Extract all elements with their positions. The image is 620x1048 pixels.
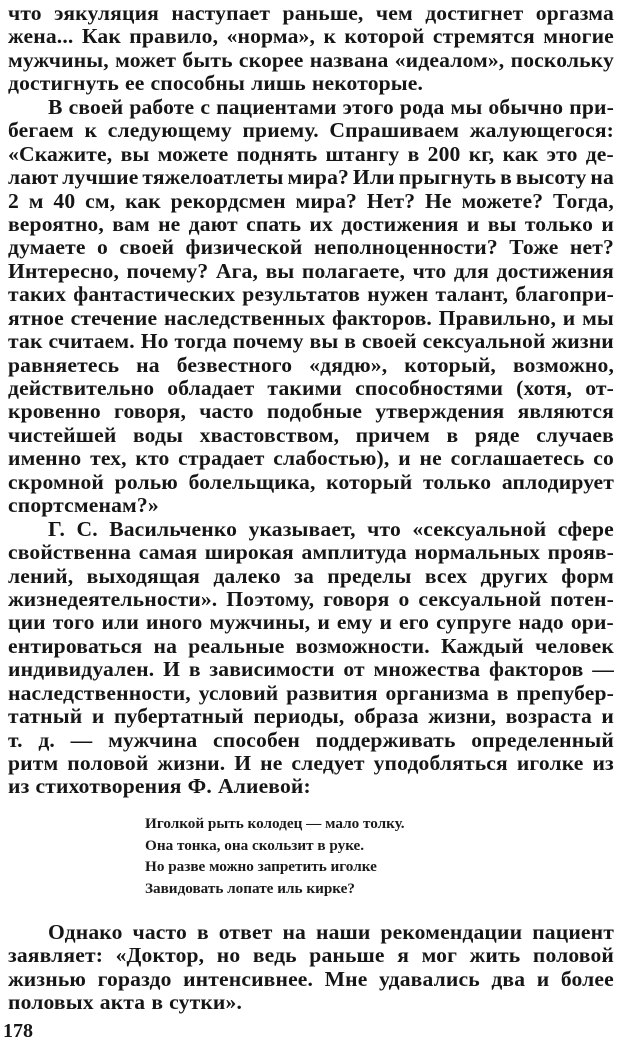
text-line: мужчины, может быть скорее названа «идеалом», поскольку <box>8 47 614 72</box>
poem-line: Но разве можно запретить иголке <box>145 858 377 875</box>
text-line: таких фантастических результатов нужен талант, благопри- <box>8 282 614 307</box>
poem-quote <box>145 813 405 899</box>
text-line: ции того или иного мужчины, и ему и его супруге надо ори- <box>8 610 614 635</box>
text-line: скромной ролью болельщика, который только аплодирует <box>8 469 614 494</box>
text-line: Однако часто в ответ на наши рекомендации пациент <box>48 920 614 944</box>
text-line: жена... Как правило, «норма», к которой стремятся многие <box>8 24 614 49</box>
text-line: половых акта в сутки». <box>8 990 243 1015</box>
text-line: Интересно, почему? Ага, вы полагаете, что для достижения <box>8 258 614 283</box>
text-line: что эякуляция наступает раньше, чем достигнет оргазма <box>8 1 614 25</box>
text-line: действительно обладает такими способностями (хотя, от- <box>8 376 614 400</box>
text-line: ентироваться на реальные возможности. Каждый человек <box>8 633 614 658</box>
text-line: лают лучшие тяжелоатлеты мира? Или прыгнуть в высоту на <box>8 165 614 190</box>
text-line: бегаем к следующему приему. Спрашиваем жалующегося: <box>8 118 614 143</box>
poem-line: Иголкой рыть колодец — мало толку. <box>145 815 405 832</box>
text-line: достигнуть ее способны лишь некоторые. <box>8 71 424 96</box>
text-line: равняетесь на безвестного «дядю», который, возможно, <box>8 352 614 377</box>
poem-line: Завидовать лопате иль кирке? <box>145 879 355 897</box>
text-line: жизнедеятельности». Поэтому, говоря о сексуальной потен- <box>8 586 614 611</box>
paragraph-patients-method <box>8 96 614 518</box>
text-line: заявляет: «Доктор, но ведь раньше я мог жить половой <box>8 943 614 968</box>
text-line: «Скажите, вы можете поднять штангу в 200 кг, как это де- <box>8 141 614 166</box>
text-line: спортсменам?» <box>8 493 159 518</box>
text-line: жизнью гораздо интенсивнее. Мне удавались два и более <box>8 966 614 991</box>
text-line: кровенно говоря, часто подобные утверждения являются <box>8 399 614 424</box>
text-line: из стихотворения Ф. Алиевой: <box>8 774 311 799</box>
text-line: татный и пубертатный периоды, образа жизни, возраста и <box>8 704 614 729</box>
text-line: свойственна самая широкая амплитуда нормальных прояв- <box>8 540 614 565</box>
poem-line: Она тонка, она скользит в руке. <box>145 836 365 854</box>
paragraph-doctor-reply <box>8 921 614 1015</box>
text-line: лений, выходящая далеко за пределы всех других форм <box>8 563 614 588</box>
paragraph-continuation <box>8 2 614 96</box>
text-line: именно тех, кто страдает слабостью), и не соглашаетесь со <box>8 446 614 471</box>
text-line: так считаем. Но тогда почему вы в своей сексуальной жизни <box>8 329 614 354</box>
page-number: 178 <box>3 1020 33 1042</box>
text-line: ритм половой жизни. И не следует уподобляться иголке из <box>8 751 614 775</box>
text-line: ятное стечение наследственных факторов. Правильно, и мы <box>8 305 614 330</box>
text-line: 2 м 40 см, как рекордсмен мира? Нет? Не можете? Тогда, <box>8 188 614 213</box>
paragraph-vasilchenko <box>8 518 614 799</box>
text-line: Г. С. Васильченко указывает, что «сексуальной сфере <box>48 516 614 541</box>
main-text <box>8 2 614 799</box>
text-line: вероятно, вам не дают спать их достижения и вы только и <box>8 211 614 236</box>
text-line: думаете о своей физической неполноценности? Тоже нет? <box>8 235 614 260</box>
text-line: В своей работе с пациентами этого рода мы обычно при- <box>48 94 614 119</box>
text-line: т. д. — мужчина способен поддерживать определенный <box>8 727 614 752</box>
text-line: индивидуален. И в зависимости от множества факторов — <box>8 657 614 682</box>
text-line: наследственности, условий развития организма в препубер- <box>8 680 614 705</box>
text-line: чистейшей воды хвастовством, причем в ряде случаев <box>8 422 614 447</box>
